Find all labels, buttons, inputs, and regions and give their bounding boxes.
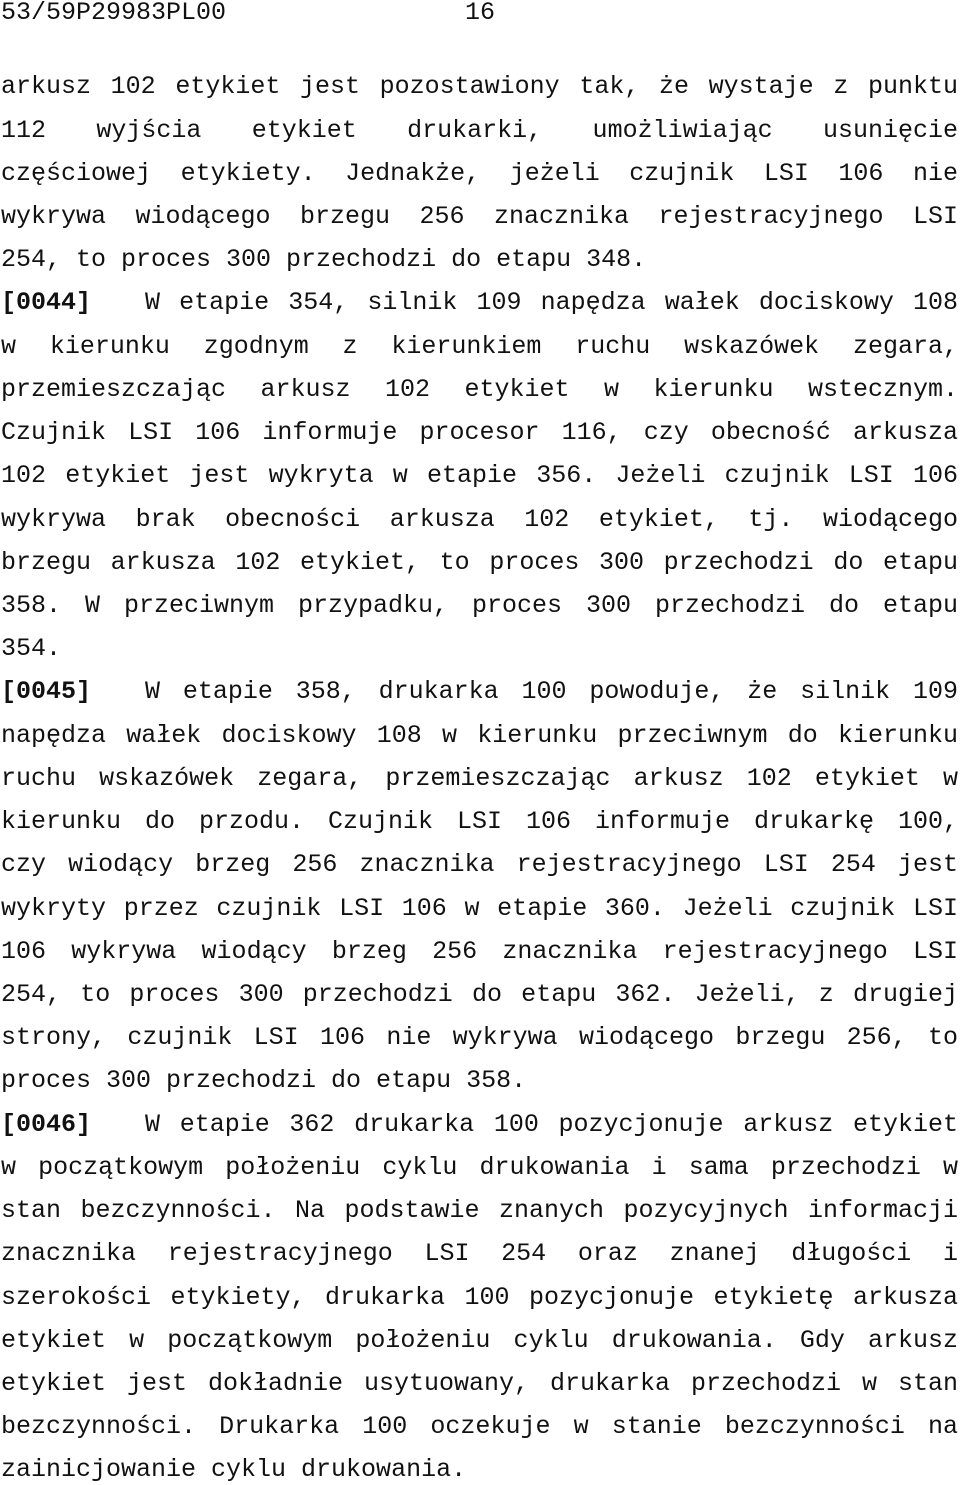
text-line: 106 wykrywa wiodący brzeg 256 znacznika rejestracyjnego LSI	[1, 936, 958, 966]
text-line-content: W etapie 362 drukarka 100 pozycjonuje arkusz etykiet	[145, 1109, 958, 1139]
document-id: 53/59P29983PL00	[1, 0, 227, 27]
text-line: przemieszczając arkusz 102 etykiet w kierunku wstecznym.	[1, 374, 958, 404]
paragraph-continuation	[1, 73, 958, 274]
text-line: 354.	[1, 634, 62, 664]
paragraph-0045	[1, 678, 958, 1095]
text-line-first	[1, 1111, 958, 1139]
text-line: bezczynności. Drukarka 100 oczekuje w stanie bezczynności na	[1, 1412, 958, 1442]
text-line: strony, czujnik LSI 106 nie wykrywa wiodącego brzegu 256, to	[1, 1023, 958, 1053]
text-line-content: W etapie 354, silnik 109 napędza wałek dociskowy 108	[145, 288, 958, 318]
paragraph-number: [0045]	[1, 677, 92, 707]
text-line: 112 wyjścia etykiet drukarki, umożliwiając usunięcie	[1, 115, 958, 145]
text-line: 102 etykiet jest wykryta w etapie 356. Jeżeli czujnik LSI 106	[1, 461, 958, 491]
paragraph-0046	[1, 1111, 958, 1485]
text-line: w początkowym położeniu cyklu drukowania i sama przechodzi w	[1, 1152, 958, 1182]
text-line: 358. W przeciwnym przypadku, proces 300 przechodzi do etapu	[1, 591, 958, 621]
paragraph-number: [0044]	[1, 288, 92, 318]
text-line: arkusz 102 etykiet jest pozostawiony tak, że wystaje z punktu	[1, 72, 958, 102]
text-line: wykryty przez czujnik LSI 106 w etapie 360. Jeżeli czujnik LSI	[1, 893, 958, 923]
text-line: stan bezczynności. Na podstawie znanych pozycyjnych informacji	[1, 1196, 958, 1226]
document-body	[1, 73, 958, 1484]
text-line: brzegu arkusza 102 etykiet, to proces 300 przechodzi do etapu	[1, 547, 958, 577]
paragraph-number: [0046]	[1, 1109, 92, 1139]
text-line-content: W etapie 358, drukarka 100 powoduje, że silnik 109	[145, 677, 958, 707]
text-line: napędza wałek dociskowy 108 w kierunku przeciwnym do kierunku	[1, 720, 958, 750]
text-line-first	[1, 289, 958, 317]
text-line: wykrywa wiodącego brzegu 256 znacznika rejestracyjnego LSI	[1, 202, 958, 232]
text-line: wykrywa brak obecności arkusza 102 etykiet, tj. wiodącego	[1, 504, 958, 534]
text-line: czy wiodący brzeg 256 znacznika rejestracyjnego LSI 254 jest	[1, 850, 958, 880]
text-line: szerokości etykiety, drukarka 100 pozycjonuje etykietę arkusza	[1, 1282, 958, 1312]
text-line: zainicjowanie cyklu drukowania.	[1, 1455, 467, 1485]
text-line-first	[1, 678, 958, 706]
text-line: 254, to proces 300 przechodzi do etapu 348.	[1, 245, 647, 275]
text-line: ruchu wskazówek zegara, przemieszczając arkusz 102 etykiet w	[1, 763, 958, 793]
text-line: 254, to proces 300 przechodzi do etapu 362. Jeżeli, z drugiej	[1, 979, 958, 1009]
text-line: proces 300 przechodzi do etapu 358.	[1, 1066, 527, 1096]
page-header	[1, 0, 958, 25]
page-number: 16	[465, 0, 496, 27]
text-line: w kierunku zgodnym z kierunkiem ruchu wskazówek zegara,	[1, 331, 958, 361]
text-line: Czujnik LSI 106 informuje procesor 116, czy obecność arkusza	[1, 418, 958, 448]
text-line: kierunku do przodu. Czujnik LSI 106 informuje drukarkę 100,	[1, 807, 958, 837]
text-line: etykiet w początkowym położeniu cyklu drukowania. Gdy arkusz	[1, 1325, 958, 1355]
text-line: częściowej etykiety. Jednakże, jeżeli czujnik LSI 106 nie	[1, 158, 958, 188]
paragraph-0044	[1, 289, 958, 663]
text-line: znacznika rejestracyjnego LSI 254 oraz znanej długości i	[1, 1239, 958, 1269]
text-line: etykiet jest dokładnie usytuowany, drukarka przechodzi w stan	[1, 1368, 958, 1398]
